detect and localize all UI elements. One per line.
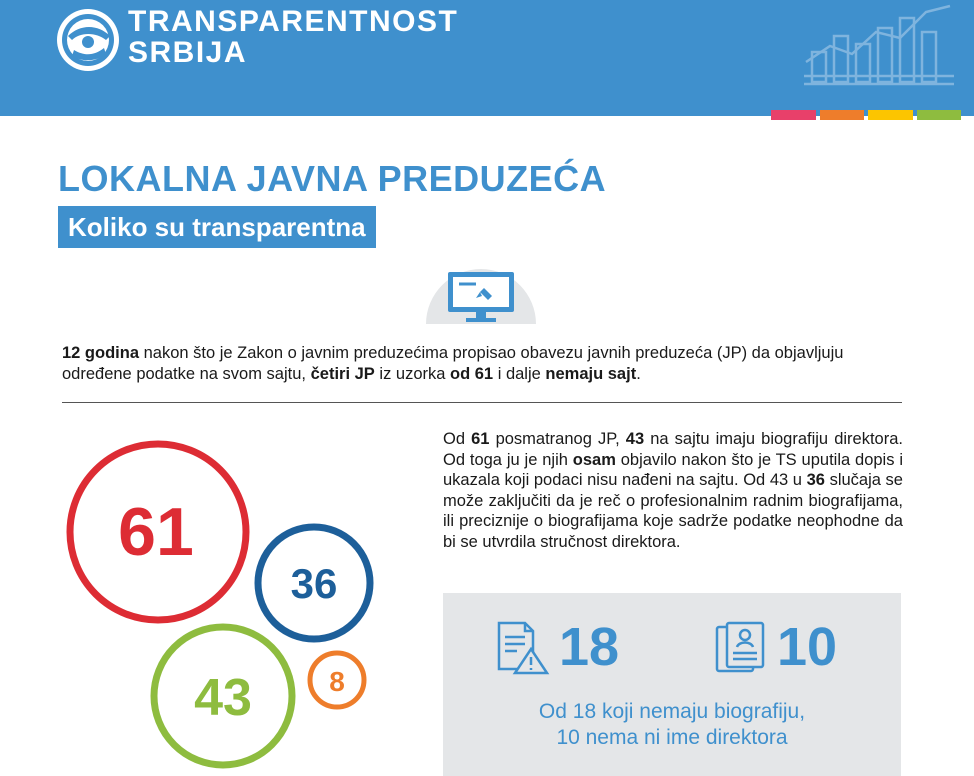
brand-name: [128, 6, 458, 68]
body-bold-36: 36: [806, 471, 825, 489]
stat-no-name: [713, 617, 837, 677]
circle-36-value: 36: [290, 560, 338, 607]
stats-caption-line-2: 10 nema ni ime direktora: [556, 726, 788, 749]
intro-bold-nosite: nemaju sajt: [545, 365, 637, 383]
body-bold-43: 43: [625, 430, 645, 448]
body-text-1: Od: [443, 430, 472, 448]
document-warning-icon: [495, 619, 551, 675]
body-text-3: na sajtu imaju biografiju direktora. Od toga ju je njih: [443, 430, 903, 469]
body-paragraph: [443, 429, 903, 552]
circle-61: [70, 444, 246, 620]
website-monitor-icon: [426, 268, 536, 324]
body-bold-61: 61: [471, 430, 490, 448]
circle-figures: [0, 410, 420, 776]
brand-line-1: TRANSPARENTNOST: [128, 5, 459, 38]
bar-chart-icon: [800, 2, 960, 90]
stat-missing-bio: [495, 617, 619, 677]
stats-caption: [443, 699, 901, 751]
intro-bold-sample: od 61: [450, 365, 494, 383]
page-subtitle: Koliko su transparentna: [58, 206, 376, 248]
circle-61-value: 61: [118, 494, 194, 570]
intro-bold-years: 12 godina: [62, 344, 140, 362]
circle-43-value: 43: [194, 669, 252, 727]
profile-document-icon: [713, 619, 769, 675]
intro-paragraph: [62, 343, 902, 385]
body-text-2: posmatranog JP,: [489, 430, 626, 448]
stat-no-name-value: 10: [777, 617, 838, 677]
intro-text-3: i dalje: [493, 365, 546, 383]
transparency-logo-icon: [54, 6, 122, 74]
accent-color-bars: [771, 110, 961, 120]
page-title: LOKALNA JAVNA PREDUZEĆA: [58, 158, 607, 199]
circle-8: [310, 653, 364, 707]
accent-bar-pink: [771, 110, 816, 120]
accent-bar-orange: [820, 110, 865, 120]
circle-43: [154, 627, 292, 765]
body-bold-osam: osam: [572, 450, 616, 469]
accent-bar-green: [917, 110, 962, 120]
stat-missing-bio-value: 18: [559, 617, 620, 677]
circle-36: [258, 527, 370, 639]
stats-box: [443, 593, 901, 776]
section-divider: [62, 402, 902, 403]
intro-text-4: .: [636, 365, 641, 383]
accent-bar-yellow: [868, 110, 913, 120]
intro-text-1: nakon što je Zakon o javnim preduzećima propisao obavezu javnih preduzeća (JP) da objavljuju određene podatke na svom sajtu,: [62, 344, 844, 383]
brand-line-2: SRBIJA: [128, 36, 248, 69]
intro-text-2: iz uzorka: [374, 365, 451, 383]
header-banner: [0, 0, 974, 116]
body-text-4: objavilo nakon što je TS uputila dopis i ukazala koji podaci nisu nađeni na sajtu. Od 43 u: [443, 450, 903, 489]
circle-8-value: 8: [329, 666, 345, 697]
body-text-5: slučaja se može zaključiti da je reč o profesionalnim radnim biografijama, ili preciznije o biografijama koje sadrže podatke neophodne da bi se utvrdila stručnost direktora.: [443, 471, 903, 551]
intro-bold-count: četiri JP: [310, 365, 375, 383]
stats-caption-line-1: Od 18 koji nemaju biografiju,: [538, 700, 806, 723]
